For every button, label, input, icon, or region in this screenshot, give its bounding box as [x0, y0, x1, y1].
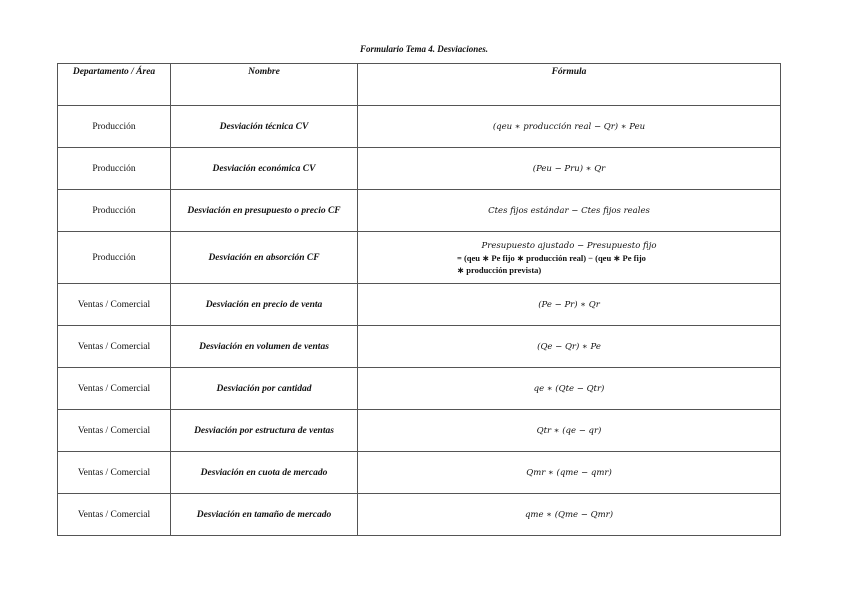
table-row: [58, 368, 781, 410]
dept-cell: Producción: [58, 232, 171, 284]
table-row: [58, 326, 781, 368]
formula-cell: [358, 232, 781, 284]
dept-cell: Ventas / Comercial: [58, 326, 171, 368]
formula-line: = (qeu ∗ Pe fijo ∗ producción real) − (qeu ∗ Pe fijo: [457, 252, 646, 263]
formula-cell: (Pe − Pr) ∗ Qr: [358, 284, 781, 326]
dept-cell: Ventas / Comercial: [58, 368, 171, 410]
table-row: [58, 148, 781, 190]
dept-cell: Ventas / Comercial: [58, 494, 171, 536]
table-row: [58, 190, 781, 232]
formula-cell: (Peu − Pru) ∗ Qr: [358, 148, 781, 190]
dept-cell: Ventas / Comercial: [58, 284, 171, 326]
name-cell: Desviación económica CV: [171, 148, 358, 190]
name-cell: Desviación en presupuesto o precio CF: [171, 190, 358, 232]
name-cell: Desviación en cuota de mercado: [171, 452, 358, 494]
name-cell: Desviación por cantidad: [171, 368, 358, 410]
formula-line: Presupuesto ajustado − Presupuesto fijo: [481, 240, 657, 251]
table-row: [58, 106, 781, 148]
formula-cell: (qeu ∗ producción real − Qr) ∗ Peu: [358, 106, 781, 148]
name-cell: Desviación en precio de venta: [171, 284, 358, 326]
formula-line: ∗ producción prevista): [457, 264, 542, 275]
formula-cell: Qmr ∗ (qme − qmr): [358, 452, 781, 494]
dept-cell: Producción: [58, 106, 171, 148]
formula-cell: Ctes fijos estándar − Ctes fijos reales: [358, 190, 781, 232]
table-row: [58, 410, 781, 452]
dept-cell: Producción: [58, 148, 171, 190]
table-row: [58, 452, 781, 494]
header-name: Nombre: [171, 64, 358, 106]
document-title: Formulario Tema 4. Desviaciones.: [360, 44, 488, 54]
table-row: [58, 494, 781, 536]
formula-cell: qme ∗ (Qme − Qmr): [358, 494, 781, 536]
name-cell: Desviación en tamaño de mercado: [171, 494, 358, 536]
formula-cell: (Qe − Qr) ∗ Pe: [358, 326, 781, 368]
table-row: [58, 232, 781, 284]
formula-cell: Qtr ∗ (qe − qr): [358, 410, 781, 452]
formula-cell: qe ∗ (Qte − Qtr): [358, 368, 781, 410]
table-header-row: [58, 64, 781, 106]
dept-cell: Ventas / Comercial: [58, 452, 171, 494]
dept-cell: Producción: [58, 190, 171, 232]
header-dept: Departamento / Área: [58, 64, 171, 106]
name-cell: Desviación técnica CV: [171, 106, 358, 148]
header-formula: Fórmula: [358, 64, 781, 106]
table-row: [58, 284, 781, 326]
name-cell: Desviación en volumen de ventas: [171, 326, 358, 368]
formula-table: [57, 63, 781, 536]
name-cell: Desviación en absorción CF: [171, 232, 358, 284]
name-cell: Desviación por estructura de ventas: [171, 410, 358, 452]
dept-cell: Ventas / Comercial: [58, 410, 171, 452]
